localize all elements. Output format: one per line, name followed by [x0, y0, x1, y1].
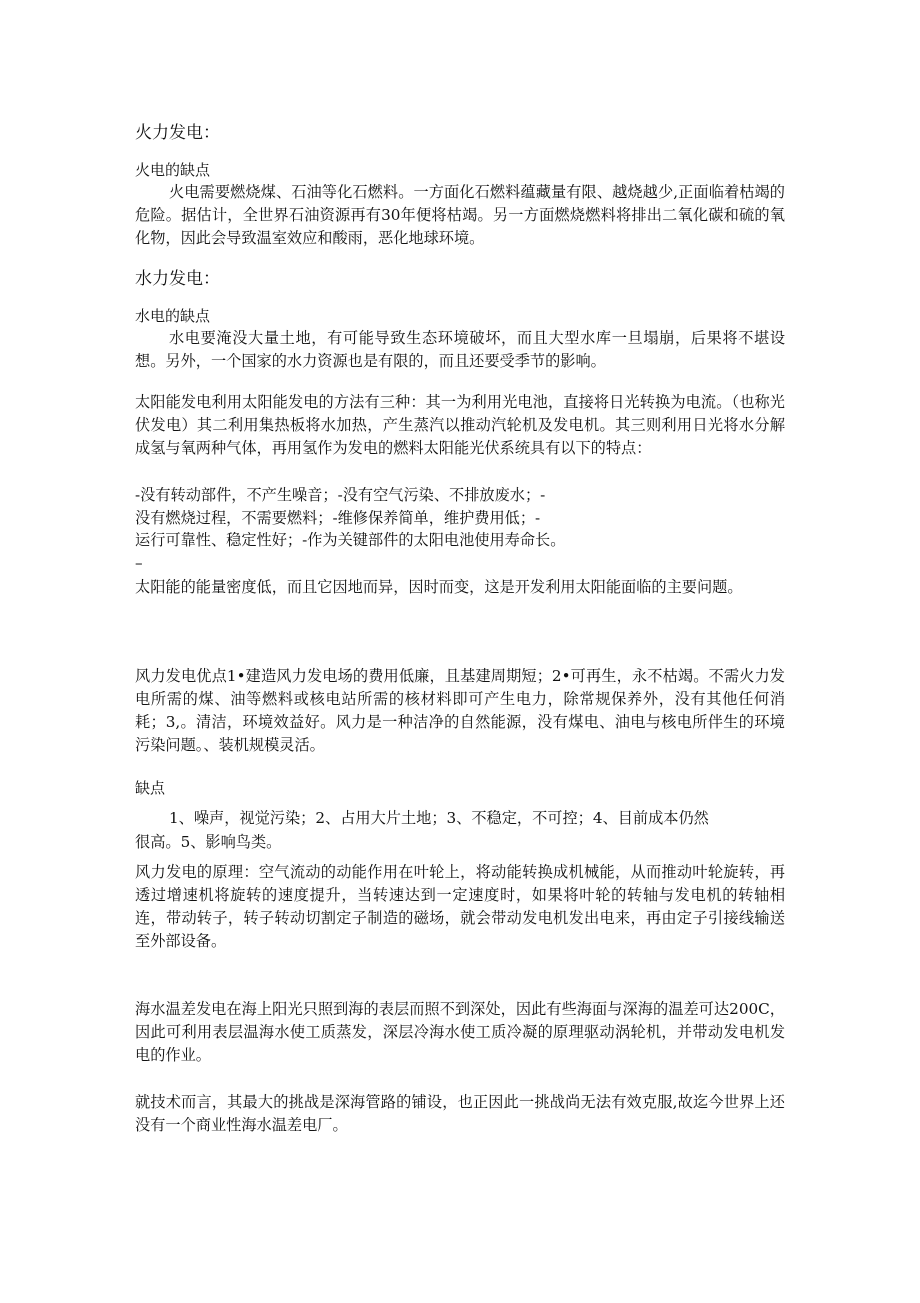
solar-drawback-paragraph: 太阳能的能量密度低，而且它因地而异，因时而变，这是开发利用太阳能面临的主要问题。	[135, 578, 743, 596]
wind-drawback-line: 很高。5、影响鸟类。	[135, 833, 282, 851]
wind-advantages-paragraph: 风力发电优点1•建造风力发电场的费用低廉，且基建周期短；2•可再生，永不枯竭。不需火力发电所需的煤、油等燃料或核电站所需的核材料即可产生电力，除常规保养外，没有其他任何消耗；3,。清洁，环境效益好。风力是一种洁净的自然能源，没有煤电、油电与核电所伴生的环境污染问题。、装机规模灵活。	[135, 667, 785, 754]
hydro-subheading: 水电的缺点	[135, 307, 211, 325]
ocean-challenge-paragraph: 就技术而言，其最大的挑战是深海管路的铺设，也正因此一挑战尚无法有效克服,故迄今世界上还没有一个商业性海水温差电厂。	[135, 1093, 785, 1134]
wind-principle-paragraph: 风力发电的原理：空气流动的动能作用在叶轮上，将动能转换成机械能，从而推动叶轮旋转，再透过增速机将旋转的速度提升，当转速达到一定速度时，如果将叶轮的转轴与发电机的转轴相连，带动转子，转子转动切割定子制造的磁场，就会带动发电机发出电来，再由定子引接线输送至外部设备。	[135, 863, 785, 950]
thermal-paragraph: 火电需要燃烧煤、石油等化石燃料。一方面化石燃料蕴藏量有限、越烧越少,正面临着枯竭的危险。据估计，全世界石油资源再有30年便将枯竭。另一方面燃烧燃料将排出二氧化碳和硫的氧化物，因此会导致温室效应和酸雨，恶化地球环境。	[135, 183, 785, 247]
thermal-subheading: 火电的缺点	[135, 161, 211, 179]
solar-feature-line: -没有转动部件，不产生噪音；-没有空气污染、不排放废水；-	[135, 486, 546, 504]
solar-feature-list	[135, 484, 785, 574]
hydro-paragraph: 水电要淹没大量土地，有可能导致生态环境破坏，而且大型水库一旦塌崩，后果将不堪设想。另外，一个国家的水力资源也是有限的，而且还要受季节的影响。	[135, 329, 785, 370]
hydro-heading: 水力发电：	[135, 269, 220, 289]
solar-feature-line: –	[135, 553, 143, 572]
solar-feature-line: 没有燃烧过程，不需要燃料；-维修保养简单，维护费用低；-	[135, 508, 541, 527]
solar-intro-paragraph: 太阳能发电利用太阳能发电的方法有三种：其一为利用光电池，直接将日光转换为电流。（也称光伏发电）其二利用集热板将水加热，产生蒸汽以推动汽轮机及发电机。其三则利用日光将水分解成氢与氧两种气体，再用氢作为发电的燃料太阳能光伏系统具有以下的特点：	[135, 393, 785, 457]
ocean-thermal-paragraph: 海水温差发电在海上阳光只照到海的表层而照不到深处，因此有些海面与深海的温差可达200C，因此可利用表层温海水使工质蒸发，深层冷海水使工质冷凝的原理驱动涡轮机，并带动发电机发电的作业。	[135, 1000, 785, 1064]
wind-drawback-heading: 缺点	[135, 779, 166, 797]
wind-drawback-line: 1、噪声，视觉污染；2、占用大片土地；3、不稳定，不可控；4、目前成本仍然	[169, 809, 709, 827]
wind-drawback-list	[135, 806, 785, 854]
solar-feature-line: 运行可靠性、稳定性好；-作为关键部件的太阳电池使用寿命长。	[135, 531, 566, 549]
thermal-heading: 火力发电：	[135, 123, 220, 143]
